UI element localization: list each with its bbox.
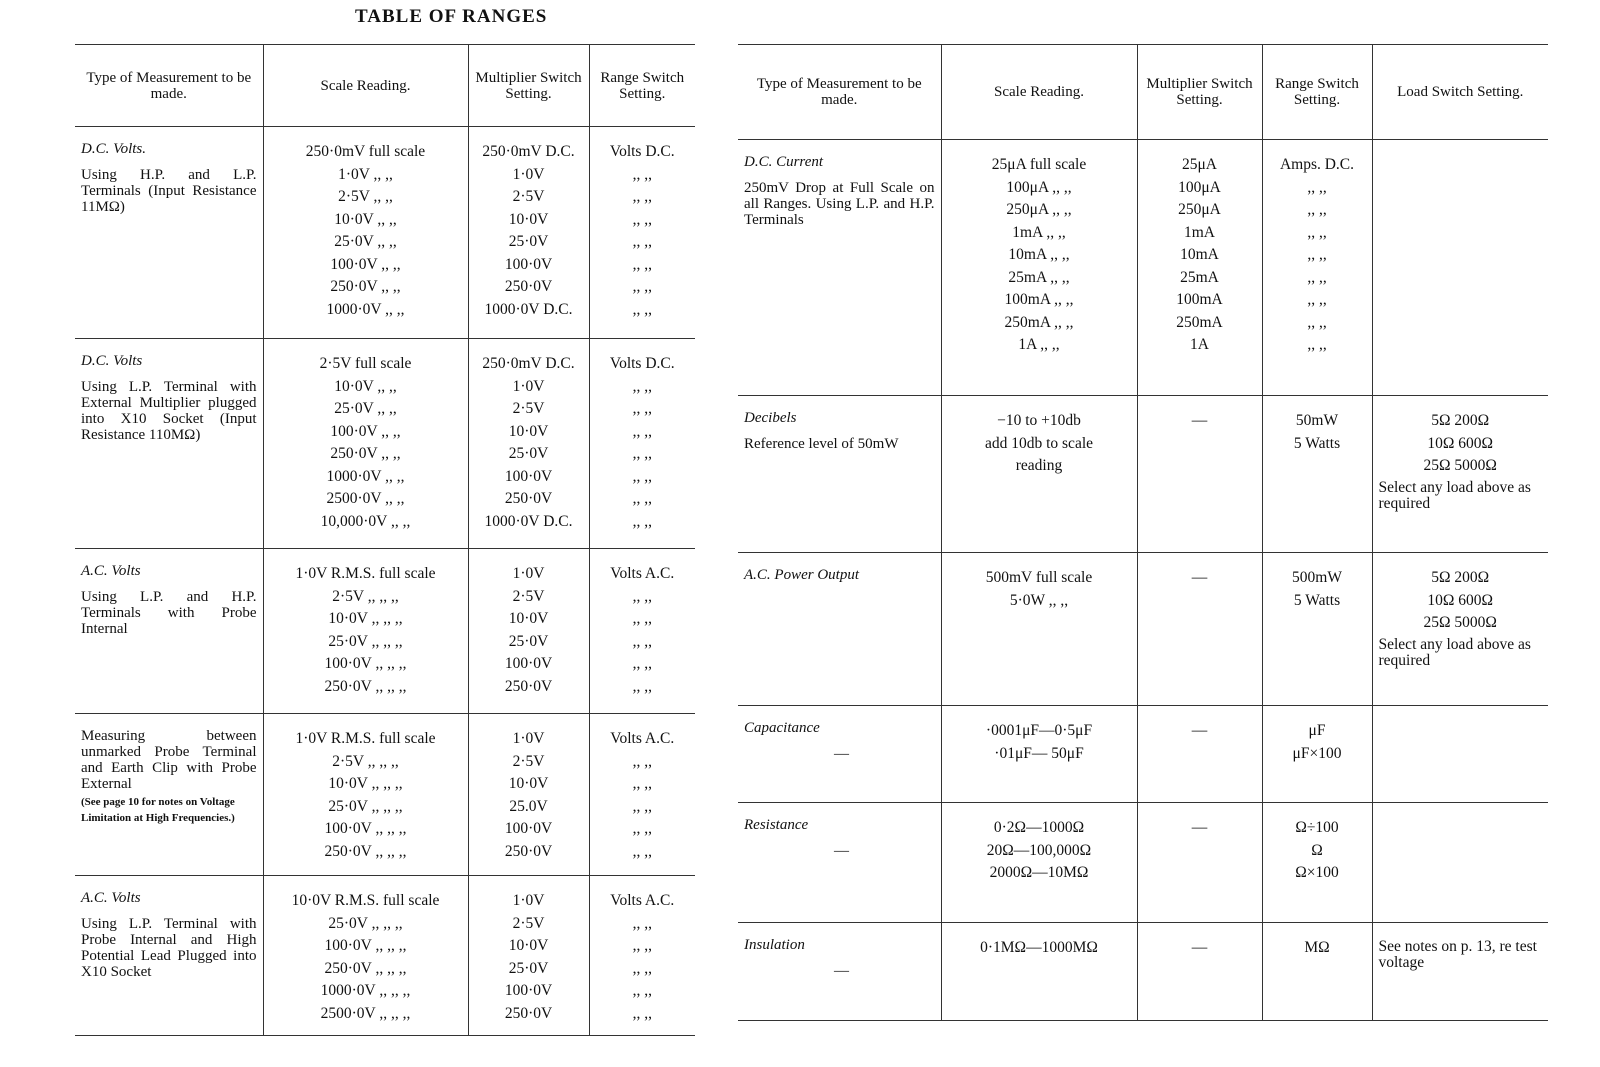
multiplier-line: 25·0V [508,959,549,977]
range-line: ,, ,, [632,959,652,977]
range-line: Volts D.C. [609,143,675,160]
measurement-description: — [834,843,849,859]
col-header: Scale Reading. [263,45,468,127]
range-line: ,, ,, [1307,178,1327,196]
scale-line: 25·0V ,, ,, ,, [328,914,403,932]
measurement-title: A.C. Volts [81,890,141,906]
range-line: Volts A.C. [610,730,675,747]
multiplier-line: 100·0V [504,467,553,485]
range-line: ,, ,, [632,210,652,228]
scale-line: 100·0V ,, ,, [330,255,401,273]
scale-reading-cell [263,714,468,876]
scale-reading-cell [941,396,1137,553]
range-line: ,, ,, [632,587,652,605]
load-line: 25Ω 5000Ω [1423,614,1497,631]
multiplier-line: 1·0V [512,165,545,183]
range-line: ,, ,, [632,233,652,250]
scale-line: 100mA ,, ,, [1004,291,1074,308]
measurement-title: D.C. Volts [81,353,143,369]
range-line: ,, ,, [632,842,652,860]
range-line: ,, ,, [632,1004,652,1022]
scale-line: reading [1015,457,1063,474]
header-row [738,45,1548,140]
multiplier-line: 10·0V [508,937,549,954]
scale-line: 250μA ,, ,, [1006,201,1072,218]
scale-line: 25mA ,, ,, [1008,268,1070,286]
range-line: ,, ,, [1307,336,1327,353]
measurement-description: — [834,963,849,979]
range-line: ,, ,, [632,820,652,837]
measurement-type-cell [75,127,263,339]
multiplier-line: 100·0V [504,655,553,672]
range-line: ,, ,, [632,377,652,395]
multiplier-line: 1·0V [512,565,545,582]
header-row [75,45,695,127]
multiplier-line: 100·0V [504,255,553,273]
col-header: Range Switch Setting. [1262,45,1372,140]
range-line: ,, ,, [632,300,652,318]
multiplier-line: 100·0V [504,982,553,999]
scale-line: 1000·0V ,, ,, [326,300,405,318]
range-line: ,, ,, [632,255,652,273]
scale-line: 1·0V R.M.S. full scale [295,730,436,747]
measurement-description: Using H.P. and L.P. Terminals (Input Resistance 11MΩ) [81,167,257,215]
range-line: ,, ,, [1307,246,1327,263]
range-line: Ω [1311,841,1323,859]
range-cell [1262,706,1372,803]
page-title: TABLE OF RANGES [355,6,548,27]
range-line: Volts A.C. [610,892,675,909]
multiplier-cell [468,876,589,1036]
range-line: Amps. D.C. [1279,156,1355,173]
scale-line: 250mA ,, ,, [1004,313,1074,331]
multiplier-line: 25mA [1180,268,1219,286]
range-cell [589,127,695,339]
multiplier-line: 100μA [1178,178,1221,196]
multiplier-line: — [1191,819,1208,836]
range-line: ,, ,, [632,165,652,183]
scale-reading-cell [263,339,468,549]
measurement-row [75,714,695,876]
range-line: ,, ,, [632,655,652,672]
range-line: ,, ,, [632,632,652,650]
multiplier-line: 1000·0V D.C. [484,300,573,318]
measurement-description: 250mV Drop at Full Scale on all Ranges. Using L.P. and H.P. Terminals [744,180,935,228]
scale-line: 250·0V ,, ,, ,, [324,677,407,695]
multiplier-line: — [1191,939,1208,956]
measurement-note: (See page 10 for notes on Voltage Limitation at High Frequencies.) [81,796,235,824]
measurement-title: A.C. Power Output [744,567,859,583]
scale-line: 250·0V ,, ,, [330,278,401,295]
range-line: ,, ,, [632,188,652,205]
range-cell [1262,553,1372,706]
load-line: Select any load above as required [1378,478,1531,512]
col-header: Load Switch Setting. [1372,45,1548,140]
scale-line: 10·0V ,, ,, [334,210,397,228]
range-line: μF×100 [1292,744,1342,762]
range-line: 50mW [1295,412,1339,429]
multiplier-cell [468,549,589,714]
multiplier-cell [1137,140,1262,396]
measurement-type-cell [738,923,941,1021]
multiplier-cell [468,127,589,339]
measurement-row [75,549,695,714]
range-line: ,, ,, [1307,223,1327,241]
scale-line: 250·0V ,, ,, ,, [324,842,407,860]
measurement-title: Decibels [744,410,797,426]
scale-line: 2·5V ,, ,, [338,188,393,205]
multiplier-line: 25.0V [509,797,548,815]
measurement-type-cell [738,396,941,553]
measurement-type-cell [75,714,263,876]
range-line: ,, ,, [632,937,652,954]
multiplier-line: 250μA [1178,201,1221,218]
range-cell [589,549,695,714]
measurement-type-cell [738,553,941,706]
measurement-description: Using L.P. and H.P. Terminals with Probe Internal [81,589,257,637]
multiplier-line: 1A [1190,336,1209,353]
scale-line: 100·0V ,, ,, ,, [324,820,407,837]
col-header: Type of Measurement to be made. [738,45,941,140]
measurement-row [75,876,695,1036]
scale-line: 100μA ,, ,, [1006,178,1072,196]
multiplier-line: 250·0V [504,842,553,860]
range-line: ,, ,, [632,512,652,530]
multiplier-line: 10·0V [508,422,549,440]
multiplier-cell [468,339,589,549]
multiplier-line: — [1191,412,1208,429]
multiplier-line: 10·0V [508,775,549,792]
scale-line: 25·0V ,, ,, ,, [328,797,403,815]
scale-line: 1mA ,, ,, [1012,223,1066,241]
scale-reading-cell [941,923,1137,1021]
scale-line: 250·0V ,, ,, ,, [324,959,407,977]
measurement-row [738,803,1548,923]
multiplier-line: 25·0V [508,632,549,650]
measurement-description: Using L.P. Terminal with Probe Internal and High Potential Lead Plugged into X10 Socket [81,916,257,980]
load-line: 25Ω 5000Ω [1423,457,1497,474]
multiplier-line: 100mA [1176,291,1223,308]
multiplier-line: 100·0V [504,820,553,837]
scale-line: 25μA full scale [991,156,1087,173]
multiplier-line: 1·0V [512,730,545,747]
measurement-type-cell [75,339,263,549]
range-cell [1262,396,1372,553]
measurement-row [738,923,1548,1021]
scale-line: 10,000·0V ,, ,, [320,512,411,530]
scale-line: 20Ω—100,000Ω [986,841,1092,859]
measurement-type-cell [738,803,941,923]
range-line: ,, ,, [632,490,652,507]
range-line: ,, ,, [632,797,652,815]
multiplier-cell [1137,923,1262,1021]
scale-line: 10mA ,, ,, [1008,246,1070,263]
scale-line: 5·0W ,, ,, [1009,591,1069,609]
range-line: Volts A.C. [610,565,675,582]
scale-line: 2·5V ,, ,, ,, [332,587,399,605]
measurement-row [738,396,1548,553]
scale-line: 25·0V ,, ,, ,, [328,632,403,650]
scale-line: 1·0V R.M.S. full scale [295,565,436,582]
range-line: μF [1308,722,1326,739]
measurement-row [75,127,695,339]
multiplier-line: 2·5V [512,914,545,932]
load-line: Select any load above as required [1378,635,1531,669]
multiplier-line: — [1191,569,1208,586]
scale-reading-cell [941,140,1137,396]
col-header: Scale Reading. [941,45,1137,140]
range-line: MΩ [1304,939,1330,956]
measurement-type-cell [738,706,941,803]
multiplier-line: 1·0V [512,377,545,395]
measurement-title: Capacitance [744,720,820,736]
multiplier-line: 10mA [1180,246,1219,263]
scale-line: 100·0V ,, ,, ,, [324,655,407,672]
multiplier-line: 25·0V [508,445,549,462]
multiplier-line: 10·0V [508,610,549,627]
measurement-description: Using L.P. Terminal with External Multiplier plugged into X10 Socket (Input Resistance 110MΩ) [81,379,257,443]
range-line: ,, ,, [632,278,652,295]
multiplier-cell [1137,396,1262,553]
col-header: Range Switch Setting. [589,45,695,127]
scale-reading-cell [263,549,468,714]
scale-line: 25·0V ,, ,, [334,400,397,417]
col-header: Type of Measurement to be made. [75,45,263,127]
multiplier-line: 1mA [1184,223,1215,241]
scale-line: ·01μF— 50μF [994,744,1084,762]
load-line: 10Ω 600Ω [1427,434,1494,452]
scale-line: add 10db to scale [984,434,1094,452]
measurement-row [738,140,1548,396]
measurement-type-cell [75,549,263,714]
range-line: 5 Watts [1293,591,1341,609]
scale-line: 10·0V ,, ,, [334,377,397,395]
load-cell [1372,140,1548,396]
scale-line: 2·5V ,, ,, ,, [332,752,399,770]
range-line: ,, ,, [632,914,652,932]
scale-line: ·0001μF—0·5μF [985,722,1093,739]
multiplier-line: 25·0V [508,233,549,250]
scale-line: 1000·0V ,, ,, [326,467,405,485]
range-cell [589,876,695,1036]
range-line: ,, ,, [632,467,652,485]
multiplier-line: 250·0V [504,1004,553,1022]
measurement-type-cell [75,876,263,1036]
measurement-type-cell [738,140,941,396]
measurement-description: — [834,746,849,762]
range-line: ,, ,, [632,445,652,462]
scale-line: 2500·0V ,, ,, [326,490,405,507]
range-line: 5 Watts [1293,434,1341,452]
left-ranges-table [75,44,695,1036]
range-cell [589,714,695,876]
load-cell [1372,396,1548,553]
range-line: ,, ,, [632,400,652,417]
scale-line: 1·0V ,, ,, [338,165,393,183]
range-line: Volts D.C. [609,355,675,372]
range-line: Ω÷100 [1295,819,1339,836]
range-line: ,, ,, [632,422,652,440]
range-line: ,, ,, [632,982,652,999]
multiplier-cell [1137,553,1262,706]
scale-line: 500mV full scale [985,569,1093,586]
multiplier-cell [1137,803,1262,923]
measurement-title: A.C. Volts [81,563,141,579]
range-line: ,, ,, [1307,268,1327,286]
load-line: 10Ω 600Ω [1427,591,1494,609]
range-cell [1262,803,1372,923]
scale-line: 10·0V ,, ,, ,, [328,775,403,792]
scale-line: 0·2Ω—1000Ω [993,819,1085,836]
range-line: 500mW [1292,569,1342,586]
multiplier-line: 2·5V [512,400,545,417]
measurement-title: D.C. Volts. [81,141,147,157]
scale-line: 1000·0V ,, ,, ,, [320,982,411,999]
scale-line: 2500·0V ,, ,, ,, [320,1004,411,1022]
scale-line: 100·0V ,, ,, [330,422,401,440]
multiplier-line: 1000·0V D.C. [484,512,573,530]
col-header: Multiplier Switch Setting. [468,45,589,127]
measurement-title: Insulation [744,937,805,953]
multiplier-line: 2·5V [512,188,545,205]
range-line: ,, ,, [1307,201,1327,218]
measurement-row [738,706,1548,803]
right-ranges-table [738,44,1548,1021]
measurement-description: Reference level of 50mW [744,436,899,452]
multiplier-cell [1137,706,1262,803]
multiplier-line: 250·0mV D.C. [482,143,575,160]
load-cell [1372,923,1548,1021]
range-line: ,, ,, [1307,313,1327,331]
load-cell [1372,706,1548,803]
scale-line: 250·0V ,, ,, [330,445,401,462]
multiplier-line: 2·5V [512,752,545,770]
load-cell [1372,553,1548,706]
load-line: 5Ω 200Ω [1431,569,1490,586]
scale-line: 10·0V ,, ,, ,, [328,610,403,627]
scale-line: 100·0V ,, ,, ,, [324,937,407,954]
scale-line: 2·5V full scale [319,355,412,372]
range-cell [1262,140,1372,396]
scale-line: 1A ,, ,, [1018,336,1060,353]
multiplier-line: 250·0V [504,278,553,295]
scale-reading-cell [263,876,468,1036]
range-line: ,, ,, [1307,291,1327,308]
scale-line: 25·0V ,, ,, [334,233,397,250]
range-cell [589,339,695,549]
scale-line: 2000Ω—10MΩ [989,864,1089,881]
col-header: Multiplier Switch Setting. [1137,45,1262,140]
multiplier-line: 250mA [1176,313,1223,331]
measurement-title: Resistance [744,817,809,833]
multiplier-line: — [1191,722,1208,739]
multiplier-line: 250·0mV D.C. [482,355,575,372]
multiplier-line: 25μA [1181,156,1217,173]
load-line: 5Ω 200Ω [1431,412,1490,429]
range-line: ,, ,, [632,677,652,695]
scale-reading-cell [263,127,468,339]
scale-line: 10·0V R.M.S. full scale [291,892,440,909]
scale-reading-cell [941,803,1137,923]
scale-line: 250·0mV full scale [305,143,426,160]
scale-reading-cell [941,553,1137,706]
multiplier-cell [468,714,589,876]
multiplier-line: 250·0V [504,677,553,695]
range-line: Ω×100 [1295,864,1339,881]
measurement-description: Measuring between unmarked Probe Terminal and Earth Clip with Probe External [81,728,257,792]
multiplier-line: 250·0V [504,490,553,507]
multiplier-line: 10·0V [508,210,549,228]
multiplier-line: 2·5V [512,587,545,605]
scale-line: 0·1MΩ—1000MΩ [980,939,1098,956]
measurement-row [738,553,1548,706]
range-line: ,, ,, [632,610,652,627]
range-line: ,, ,, [632,775,652,792]
scale-reading-cell [941,706,1137,803]
load-cell [1372,803,1548,923]
measurement-title: D.C. Current [744,154,824,170]
multiplier-line: 1·0V [512,892,545,909]
load-line: See notes on p. 13, re test voltage [1378,938,1537,971]
scale-line: −10 to +10db [997,412,1081,429]
range-cell [1262,923,1372,1021]
range-line: ,, ,, [632,752,652,770]
measurement-row [75,339,695,549]
